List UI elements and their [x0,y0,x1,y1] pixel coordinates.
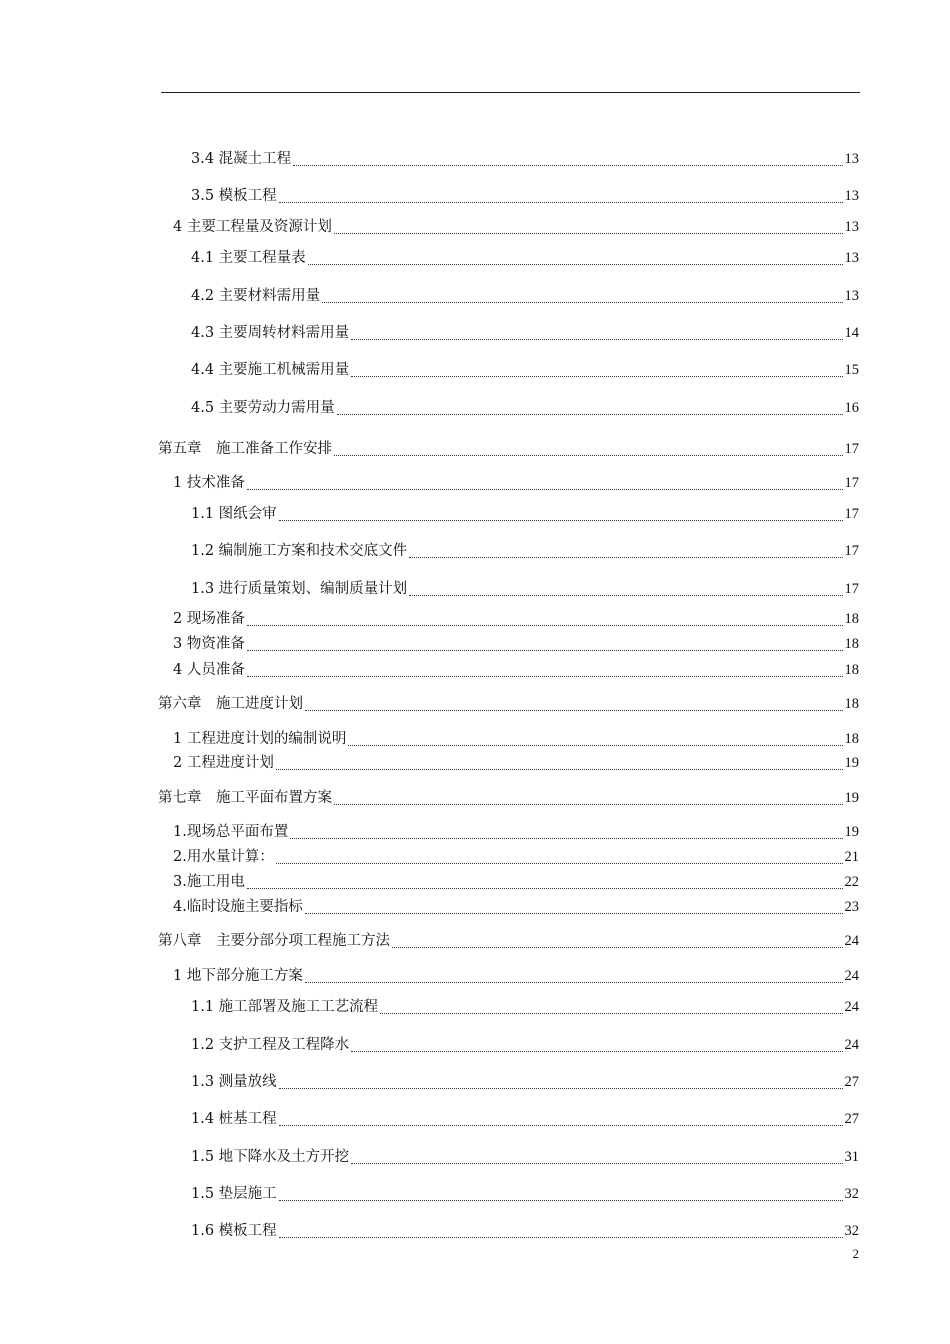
toc-entry[interactable] [173,727,859,751]
header-rule [161,92,860,93]
toc-entry-title: 1 工程进度计划的编制说明 [173,731,347,747]
toc-leader [351,339,842,340]
toc-entry-title: 1.现场总平面布置 [173,824,289,840]
toc-entry-title: 1.3 进行质量策划、编制质量计划 [191,581,408,597]
toc-entry[interactable] [173,820,859,844]
toc-entry[interactable] [191,1182,859,1206]
toc-entry[interactable] [191,502,859,526]
toc-entry-title: 第六章 施工进度计划 [158,696,303,712]
toc-entry-page: 24 [844,999,859,1015]
toc-entry-title: 1.2 支护工程及工程降水 [191,1037,350,1053]
toc-entry-page: 18 [844,611,859,627]
toc-leader [279,520,843,521]
toc-leader [351,1163,842,1164]
toc-leader [305,982,843,983]
toc-leader [276,769,843,770]
toc-leader [247,676,843,677]
toc-entry[interactable] [191,1145,859,1169]
toc-entry-title: 1.5 垫层施工 [191,1186,277,1202]
toc-entry[interactable] [173,895,859,919]
toc-entry-title: 1 地下部分施工方案 [173,968,303,984]
toc-entry-title: 2 工程进度计划 [173,755,274,771]
toc-leader [305,710,843,711]
toc-entry-page: 18 [844,696,859,712]
toc-entry-title: 4 主要工程量及资源计划 [173,219,332,235]
toc-entry-page: 13 [844,188,859,204]
toc-entry-title: 1.3 测量放线 [191,1074,277,1090]
toc-entry-title: 第五章 施工准备工作安排 [158,441,332,457]
toc-entry-page: 27 [844,1111,859,1127]
toc-entry-page: 18 [844,636,859,652]
toc-entry[interactable] [191,284,859,308]
toc-entry[interactable] [173,845,859,869]
toc-leader [279,1088,843,1089]
toc-entry-title: 1.2 编制施工方案和技术交底文件 [191,543,408,559]
toc-entry-page: 24 [844,933,859,949]
toc-entry-title: 1 技术准备 [173,475,245,491]
toc-entry-page: 19 [844,824,859,840]
toc-leader [305,913,843,914]
toc-leader [247,650,843,651]
toc-entry[interactable] [191,539,859,563]
toc-leader [409,595,842,596]
toc-entry[interactable] [191,1070,859,1094]
toc-entry-title: 第七章 施工平面布置方案 [158,790,332,806]
toc-entry-page: 13 [844,151,859,167]
toc-entry[interactable] [191,995,859,1019]
toc-leader [337,414,843,415]
toc-entry-page: 14 [844,325,859,341]
toc-leader [380,1013,842,1014]
toc-entry[interactable] [173,607,859,631]
toc-entry-page: 17 [844,475,859,491]
toc-leader [334,233,843,234]
toc-entry-title: 4.1 主要工程量表 [191,250,306,266]
toc-entry-page: 24 [844,1037,859,1053]
toc-entry[interactable] [191,1107,859,1131]
toc-entry-title: 3 物资准备 [173,636,245,652]
toc-leader [290,838,842,839]
toc-entry[interactable] [191,396,859,420]
toc-entry-page: 22 [844,874,859,890]
toc-leader [334,455,843,456]
toc-entry-title: 4.2 主要材料需用量 [191,288,321,304]
toc-leader [392,947,843,948]
toc-entry-page: 18 [844,731,859,747]
toc-entry[interactable] [173,471,859,495]
toc-leader [279,1237,843,1238]
toc-entry[interactable] [173,215,859,239]
toc-entry-page: 32 [844,1223,859,1239]
toc-entry-title: 2.用水量计算： [173,849,274,865]
toc-entry[interactable] [191,577,859,601]
toc-entry-title: 2 现场准备 [173,611,245,627]
toc-entry-page: 16 [844,400,859,416]
toc-leader [351,376,842,377]
toc-entry-page: 19 [844,790,859,806]
toc-entry[interactable] [191,147,859,171]
toc-entry-page: 17 [844,506,859,522]
toc-entry-page: 17 [844,581,859,597]
toc-entry-page: 15 [844,362,859,378]
toc-entry-page: 21 [844,849,859,865]
toc-leader [276,863,843,864]
toc-leader [279,1200,843,1201]
toc-leader [279,202,843,203]
toc-entry-title: 4.5 主要劳动力需用量 [191,400,335,416]
toc-entry-page: 27 [844,1074,859,1090]
toc-entry[interactable] [173,658,859,682]
toc-entry-title: 4.3 主要周转材料需用量 [191,325,350,341]
toc-entry-page: 18 [844,662,859,678]
toc-entry-title: 1.1 施工部署及施工工艺流程 [191,999,379,1015]
toc-entry-page: 17 [844,441,859,457]
page-number: 2 [852,1246,859,1261]
toc-entry[interactable] [173,632,859,656]
toc-entry[interactable] [191,321,859,345]
toc-leader [247,625,843,626]
toc-entry[interactable] [173,964,859,988]
toc-entry-page: 19 [844,755,859,771]
toc-entry-title: 3.施工用电 [173,874,245,890]
toc-entry-title: 3.5 模板工程 [191,188,277,204]
toc-leader [279,1125,843,1126]
toc-entry[interactable] [191,358,859,382]
toc-entry-title: 1.4 桩基工程 [191,1111,277,1127]
toc-entry[interactable] [173,870,859,894]
toc-entry-page: 17 [844,543,859,559]
toc-entry-page: 13 [844,250,859,266]
toc-entry-page: 13 [844,288,859,304]
toc-entry-title: 第八章 主要分部分项工程施工方法 [158,933,390,949]
toc-entry[interactable] [191,1033,859,1057]
toc-entry-page: 24 [844,968,859,984]
toc-entry-page: 23 [844,899,859,915]
toc-leader [334,804,843,805]
toc-leader [293,165,842,166]
toc-entry-page: 13 [844,219,859,235]
toc-entry-title: 4.4 主要施工机械需用量 [191,362,350,378]
toc-leader [322,302,842,303]
toc-entry-page: 31 [844,1149,859,1165]
toc-entry[interactable] [158,786,859,810]
toc-entry[interactable] [173,751,859,775]
toc-entry[interactable] [191,1219,859,1243]
toc-entry-page: 32 [844,1186,859,1202]
toc-entry-title: 3.4 混凝土工程 [191,151,292,167]
toc-leader [247,489,843,490]
toc-entry-title: 1.1 图纸会审 [191,506,277,522]
toc-leader [348,745,842,746]
toc-entry-title: 1.6 模板工程 [191,1223,277,1239]
toc-entry[interactable] [158,437,859,461]
toc-entry-title: 4.临时设施主要指标 [173,899,303,915]
toc-leader [247,888,843,889]
toc-entry[interactable] [158,692,859,716]
toc-entry[interactable] [191,246,859,270]
toc-entry-title: 1.5 地下降水及土方开挖 [191,1149,350,1165]
toc-entry[interactable] [158,929,859,953]
toc-entry[interactable] [191,184,859,208]
toc-entry-title: 4 人员准备 [173,662,245,678]
toc-leader [351,1051,842,1052]
toc-leader [308,264,843,265]
toc-leader [409,557,842,558]
